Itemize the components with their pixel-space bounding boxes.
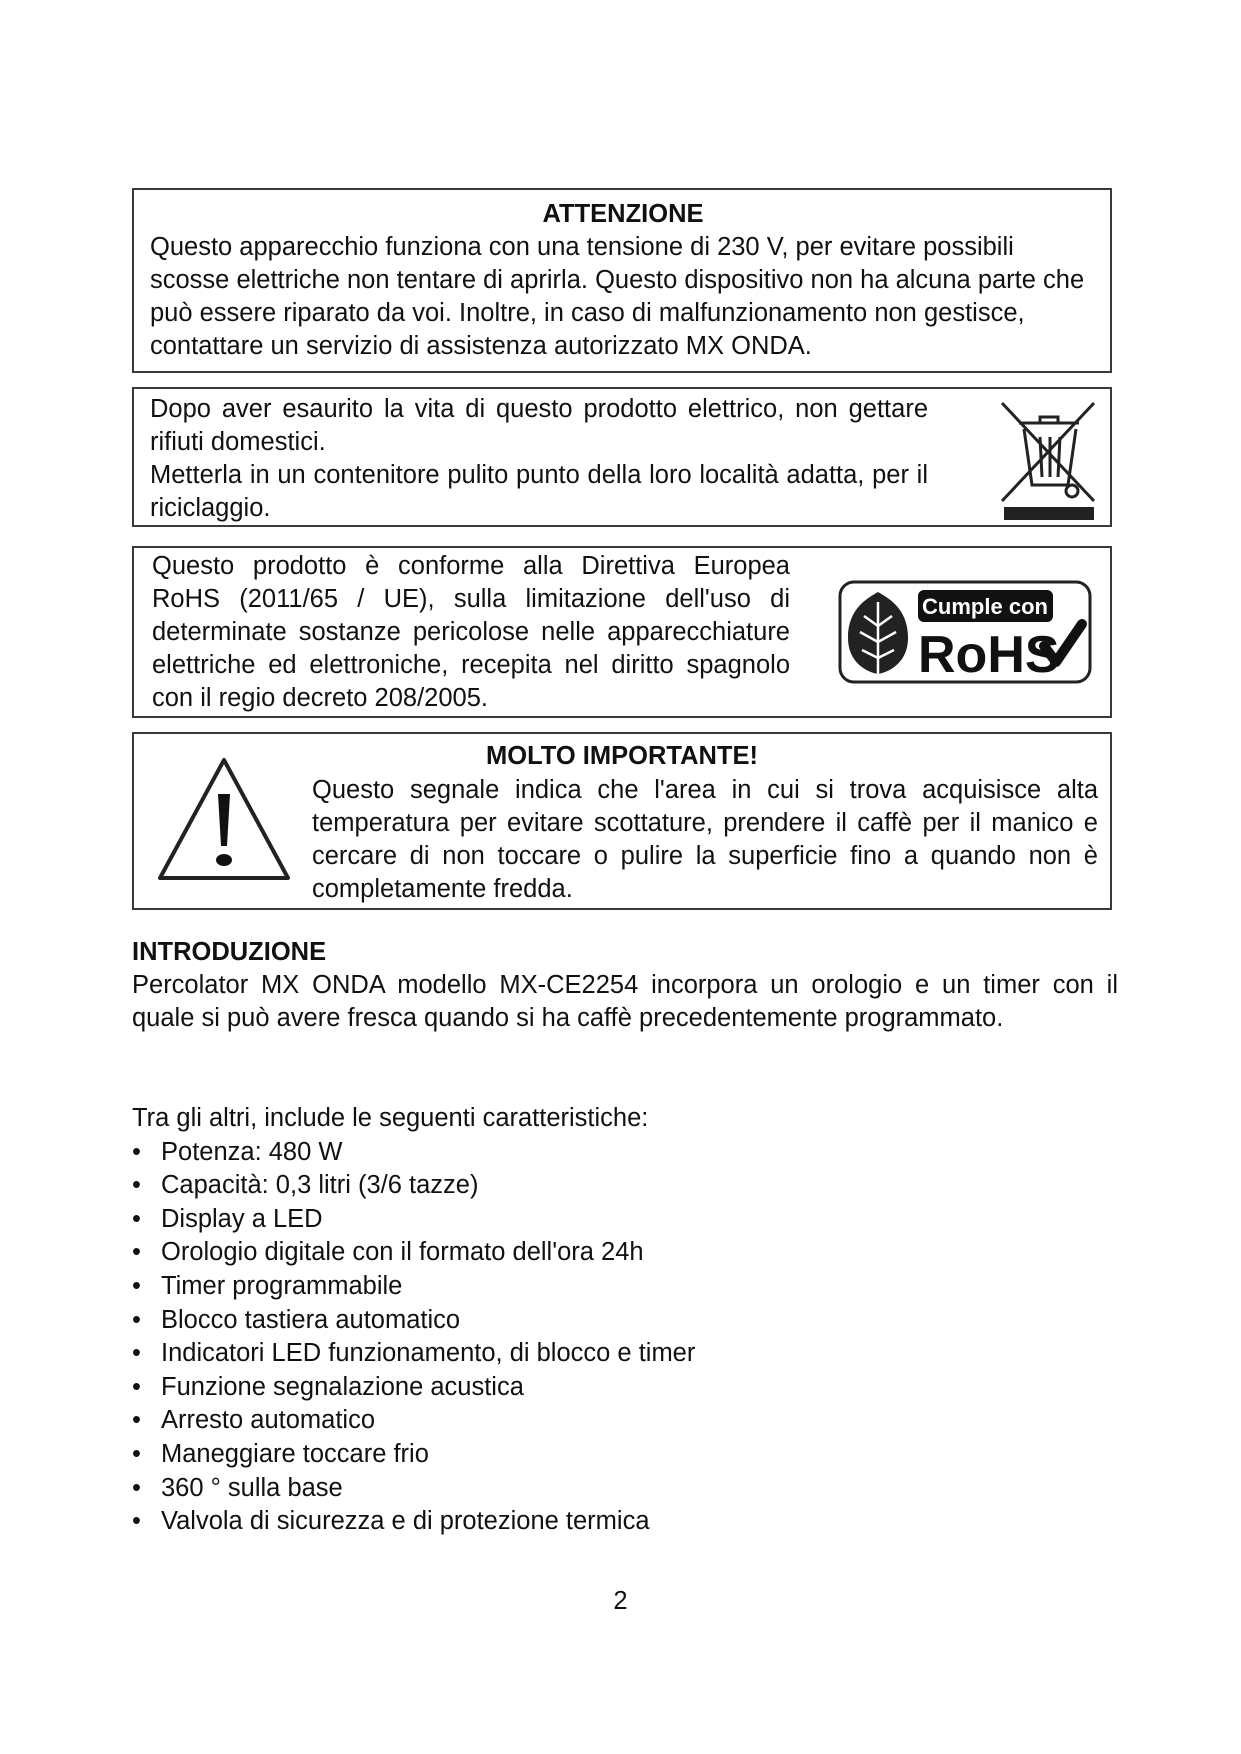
introduzione-paragraph: Percolator MX ONDA modello MX-CE2254 incorpora un orologio e un timer con il quale si può avere fresca quando si ha caffè precedentemente programmato. (132, 971, 1118, 1032)
introduzione-section (132, 936, 1118, 1035)
feature-item: • Funzione segnalazione acustica (132, 1371, 1032, 1405)
molto-importante-box (132, 732, 1112, 910)
rohs-text: Questo prodotto è conforme alla Direttiva Europea RoHS (2011/65 / UE), sulla limitazione dell'uso di determinate sostanze pericolose nelle apparecchiature elettriche ed elettroniche, recepita nel diritto spagnolo con il regio decreto 208/2005. (152, 552, 790, 712)
rohs-logo-frame (838, 580, 1092, 684)
feature-item: • Capacità: 0,3 litri (3/6 tazze) (132, 1169, 1032, 1203)
page-number: 2 (613, 1587, 628, 1615)
molto-importante-text: Questo segnale indica che l'area in cui si trova acquisisce alta temperatura per evitare scottature, prendere il caffè per il manico e cercare di non toccare o pulire la superficie fino a quando non è completamente fredda. (312, 776, 1098, 903)
feature-list (132, 1136, 1032, 1539)
feature-item: • 360 ° sulla base (132, 1472, 1032, 1506)
feature-item: • Arresto automatico (132, 1404, 1032, 1438)
weee-box (132, 387, 1112, 527)
feature-item: • Potenza: 480 W (132, 1136, 1032, 1170)
feature-item: • Orologio digitale con il formato dell'ora 24h (132, 1236, 1032, 1270)
feature-item: • Indicatori LED funzionamento, di blocco e timer (132, 1337, 1032, 1371)
feature-item: • Blocco tastiera automatico (132, 1304, 1032, 1338)
weee-paragraph-1: Dopo aver esaurito la vita di questo prodotto elettrico, non gettare rifiuti domestici. (150, 395, 928, 456)
warning-triangle-icon (154, 754, 294, 886)
features-intro: Tra gli altri, include le seguenti caratteristiche: (132, 1104, 649, 1132)
features-section (132, 1102, 1032, 1539)
feature-item: • Maneggiare toccare frio (132, 1438, 1032, 1472)
attenzione-text: Questo apparecchio funziona con una tensione di 230 V, per evitare possibili scosse elettriche non tentare di aprirla. Questo dispositivo non ha alcuna parte che può essere riparato da voi. Inoltre, in caso di malfunzionamento non gestisce, contattare un servizio di assistenza autorizzato MX ONDA. (150, 233, 1085, 360)
feature-item: • Timer programmabile (132, 1270, 1032, 1304)
weee-text (150, 393, 928, 525)
crossed-out-wheelie-bin-icon (994, 397, 1104, 521)
weee-paragraph-2: Metterla in un contenitore pulito punto della loro località adatta, per il riciclaggio. (150, 461, 928, 522)
introduzione-heading: INTRODUZIONE (132, 938, 327, 966)
feature-item: • Valvola di sicurezza e di protezione termica (132, 1505, 1032, 1539)
rohs-box (132, 546, 1112, 718)
attenzione-title: ATTENZIONE (542, 200, 704, 228)
rohs-badge-label: Cumple con (922, 594, 1048, 619)
molto-importante-title: MOLTO IMPORTANTE! (486, 742, 758, 770)
rohs-logo-name: RoHS (918, 626, 1060, 684)
feature-item: • Display a LED (132, 1203, 1032, 1237)
attenzione-box (132, 188, 1112, 373)
rohs-logo (838, 580, 1092, 684)
